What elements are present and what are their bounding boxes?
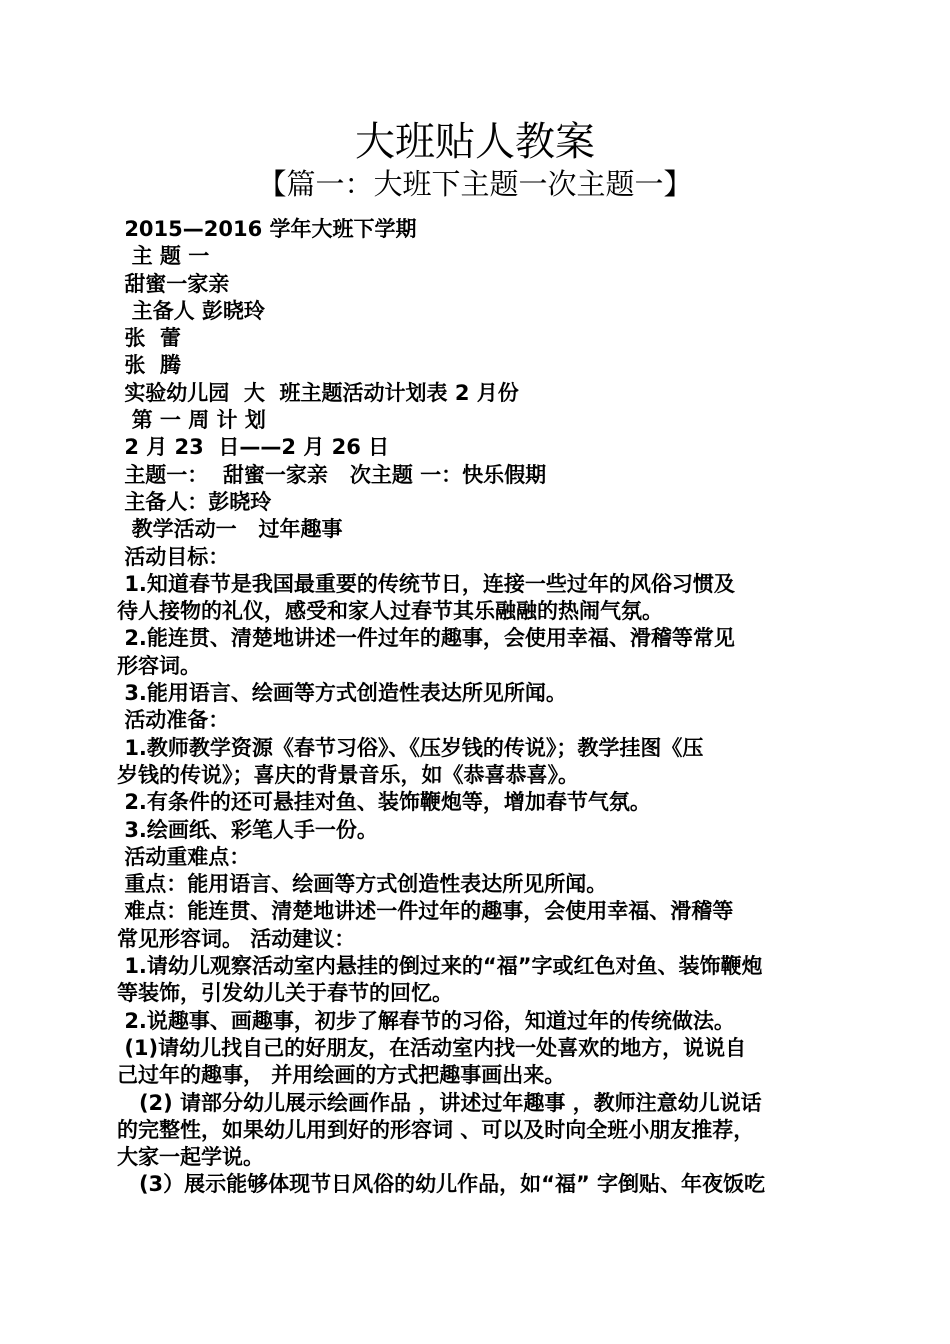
document-body xyxy=(117,216,832,1199)
body-line: 主题一： 甜蜜一家亲 次主题 一：快乐假期 xyxy=(117,462,547,487)
body-line: 1.请幼儿观察活动室内悬挂的倒过来的“福”字或红色对鱼、装饰鞭炮 xyxy=(117,954,763,979)
body-line: 己过年的趣事， 并用绘画的方式把趣事画出来。 xyxy=(117,1063,566,1088)
body-line: 活动准备： xyxy=(117,708,230,733)
body-line: 教学活动一 过年趣事 xyxy=(117,517,343,542)
body-line: 常见形容词。 活动建议： xyxy=(117,926,356,951)
body-line: 大家一起学说。 xyxy=(117,1145,264,1170)
body-line: 2.有条件的还可悬挂对鱼、装饰鞭炮等，增加春节气氛。 xyxy=(117,790,651,815)
body-line: 活动重难点： xyxy=(117,844,251,869)
body-line: 2.说趣事、画趣事，初步了解春节的习俗，知道过年的传统做法。 xyxy=(117,1008,735,1033)
body-line: 岁钱的传说》；喜庆的背景音乐，如《恭喜恭喜》。 xyxy=(117,762,579,787)
body-line: 3.绘画纸、彩笔人手一份。 xyxy=(117,817,378,842)
body-line: 主备人：彭晓玲 xyxy=(117,489,272,514)
body-line: 1.知道春节是我国最重要的传统节日，连接一些过年的风俗习惯及 xyxy=(117,571,735,596)
body-line: 2015—2016 学年大班下学期 xyxy=(117,217,417,241)
body-line: (2) 请部分幼儿展示绘画作品 ，讲述过年趣事 ，教师注意幼儿说话 xyxy=(117,1090,762,1115)
body-line: 难点：能连贯、清楚地讲述一件过年的趣事，会使用幸福、滑稽等 xyxy=(117,899,734,924)
body-line: 待人接物的礼仪，感受和家人过春节其乐融融的热闹气氛。 xyxy=(117,599,663,624)
body-line: 3.能用语言、绘画等方式创造性表达所见所闻。 xyxy=(117,681,567,706)
body-line: 2 月 23 日——2 月 26 日 xyxy=(117,435,390,460)
body-line: 张 蕾 xyxy=(117,326,181,351)
body-line: 等装饰，引发幼儿关于春节的回忆。 xyxy=(117,981,453,1006)
body-line: (1)请幼儿找自己的好朋友，在活动室内找一处喜欢的地方，说说自 xyxy=(117,1035,747,1060)
body-line: (3）展示能够体现节日风俗的幼儿作品，如“福” 字倒贴、年夜饭吃 xyxy=(117,1172,766,1197)
body-line: 重点：能用语言、绘画等方式创造性表达所见所闻。 xyxy=(117,872,608,897)
body-line: 的完整性，如果幼儿用到好的形容词 、可以及时向全班小朋友推荐， xyxy=(117,1117,755,1142)
body-line: 主 题 一 xyxy=(117,244,210,269)
body-line: 形容词。 xyxy=(117,653,201,678)
body-line: 主备人 彭晓玲 xyxy=(117,298,265,323)
body-line: 2.能连贯、清楚地讲述一件过年的趣事，会使用幸福、滑稽等常见 xyxy=(117,626,735,651)
body-line: 张 腾 xyxy=(117,353,181,378)
document-subtitle: 【篇一：大班下主题一次主题一】 xyxy=(257,167,693,201)
body-line: 甜蜜一家亲 xyxy=(117,271,230,296)
body-line: 活动目标： xyxy=(117,544,230,569)
body-line: 第 一 周 计 划 xyxy=(117,408,266,433)
body-line: 1.教师教学资源《春节习俗》、《压岁钱的传说》；教学挂图《压 xyxy=(117,735,704,760)
body-line: 实验幼儿园 大 班主题活动计划表 2 月份 xyxy=(117,380,519,405)
document-title: 大班贴人教案 xyxy=(355,119,595,165)
